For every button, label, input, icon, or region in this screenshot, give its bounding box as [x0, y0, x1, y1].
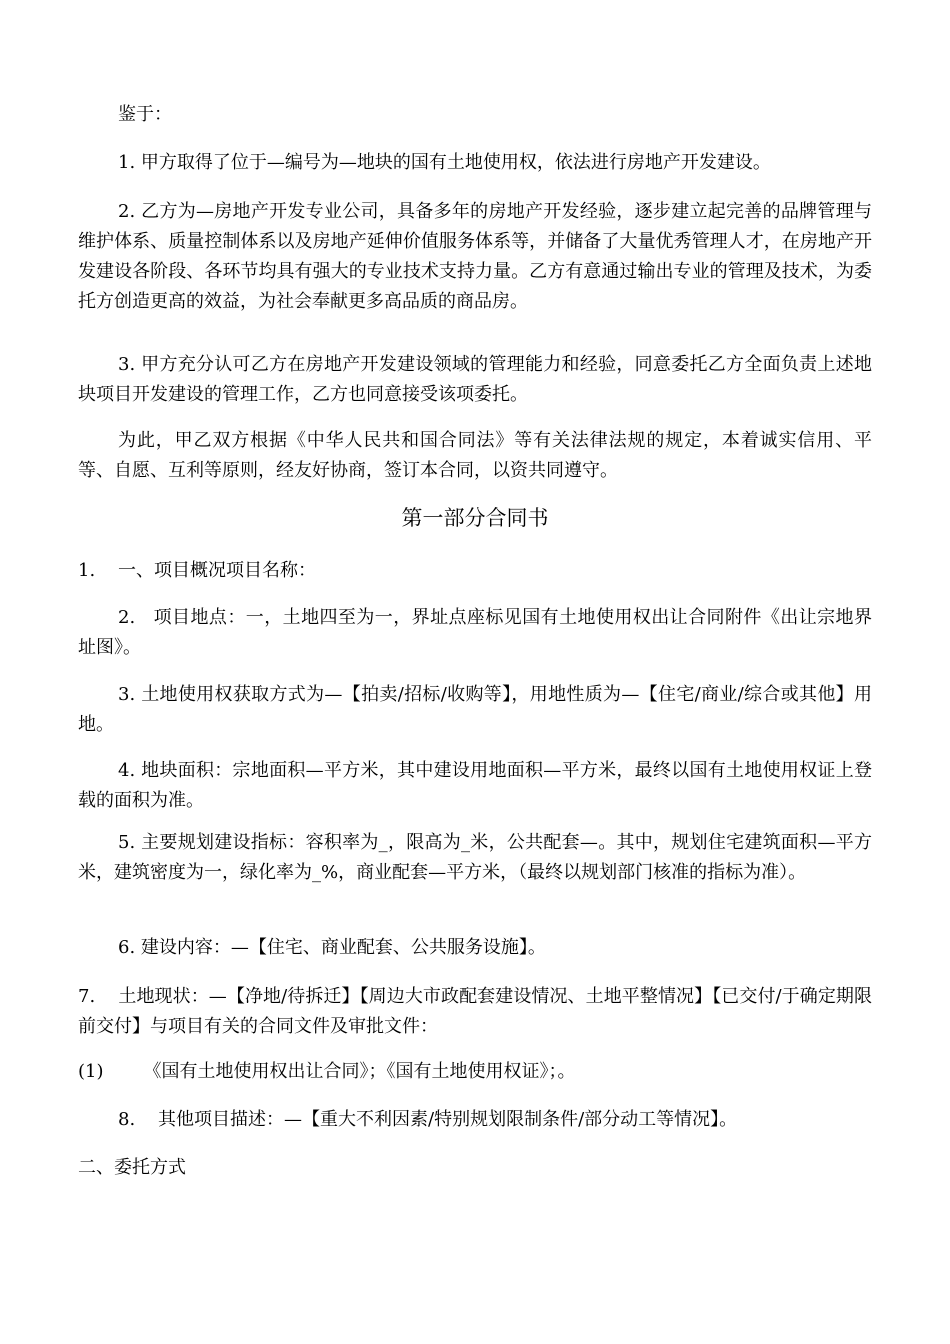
- item-5: 5. 主要规划建设指标：容积率为_，限高为_米，公共配套—。其中，规划住宅建筑面积—平方米，建筑密度为一，绿化率为_%，商业配套—平方米，（最终以规划部门核准的指标为准）。: [78, 832, 872, 883]
- item-4: 4. 地块面积：宗地面积—平方米，其中建设用地面积—平方米，最终以国有土地使用权证上登载的面积为准。: [78, 760, 872, 811]
- recital-closing: 为此，甲乙双方根据《中华人民共和国合同法》等有关法律法规的规定，本着诚实信用、平等、自愿、互利等原则，经友好协商，签订本合同，以资共同遵守。: [78, 430, 872, 481]
- recital-3: 3. 甲方充分认可乙方在房地产开发建设领域的管理能力和经验，同意委托乙方全面负责上述地块项目开发建设的管理工作，乙方也同意接受该项委托。: [78, 354, 872, 405]
- item-7-sub: (1) 《国有土地使用权出让合同》；《国有土地使用权证》；。: [78, 1061, 576, 1082]
- item-2: 2. 项目地点：一，土地四至为一，界址点座标见国有土地使用权出让合同附件《出让宗地界址图》。: [78, 607, 872, 658]
- section-title: 第一部分合同书: [401, 506, 549, 530]
- item-7: 7. 土地现状：—【净地/待拆迁】【周边大市政配套建设情况、土地平整情况】【已交付/于确定期限前交付】与项目有关的合同文件及审批文件：: [78, 986, 872, 1037]
- recital-2: 2. 乙方为—房地产开发专业公司，具备多年的房地产开发经验，逐步建立起完善的品牌管理与维护体系、质量控制体系以及房地产延伸价值服务体系等，并储备了大量优秀管理人才，在房地产开发建设各阶段、各环节均具有强大的专业技术支持力量。乙方有意通过输出专业的管理及技术，为委托方创造更高的效益，为社会奉献更多高品质的商品房。: [78, 201, 872, 312]
- intro-label: 鉴于：: [118, 104, 172, 125]
- item-1: 1. 一、项目概况项目名称：: [78, 560, 317, 581]
- item-6: 6. 建设内容：—【住宅、商业配套、公共服务设施】。: [118, 937, 546, 958]
- item-8: 8. 其他项目描述：—【重大不利因素/特别规划限制条件/部分动工等情况】。: [118, 1109, 738, 1130]
- section-2-title: 二、委托方式: [78, 1157, 186, 1178]
- recital-1: 1. 甲方取得了位于—编号为—地块的国有土地使用权，依法进行房地产开发建设。: [118, 152, 771, 173]
- item-3: 3. 土地使用权获取方式为—【拍卖/招标/收购等】，用地性质为—【住宅/商业/综合或其他】用地。: [78, 684, 872, 735]
